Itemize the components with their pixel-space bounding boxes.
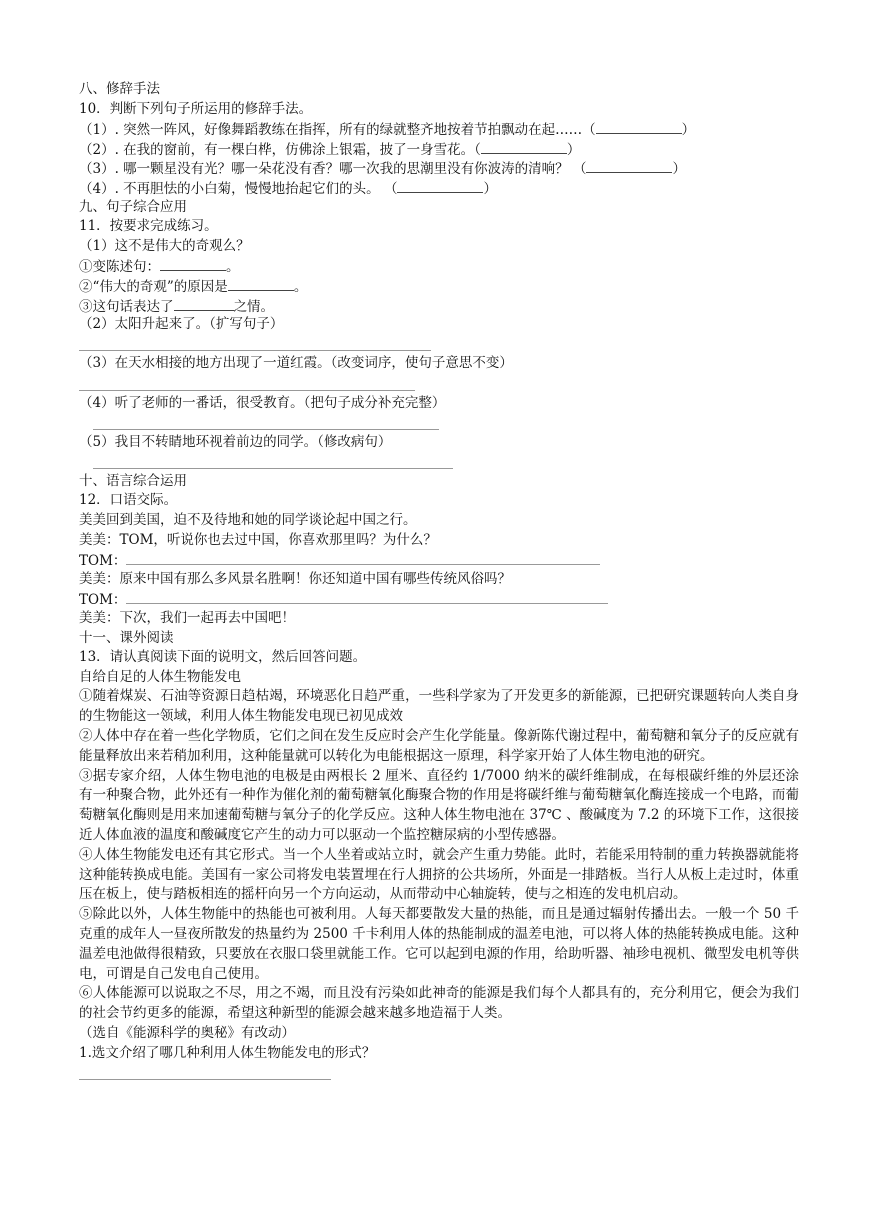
sub-question-2: （2）太阳升起来了。（扩写句子） — [79, 316, 284, 333]
dialogue-intro: 美美回到美国，迫不及待地和她的同学谈论起中国之行。 — [79, 512, 417, 529]
sub-question-1a: ①变陈述句： 。 — [79, 256, 799, 276]
sub-question-5: （5）我目不转睛地环视着前边的同学。（修改病句） — [79, 433, 392, 450]
article-source: （选自《能源科学的奥秘》有改动） — [79, 1024, 295, 1041]
worksheet-page — [79, 80, 799, 1083]
sub-question-4: （4）听了老师的一番话，很受教育。（把句子成分补充完整） — [79, 394, 446, 411]
question-10: 10．判断下列句子所运用的修辞手法。 — [79, 100, 313, 117]
answer-blank[interactable] — [174, 296, 234, 311]
article-paragraph-6: ⑥人体能源可以说取之不尽，用之不竭，而且没有污染如此神奇的能源是我们每个人都具有的，充分利用它，便会为我们的社会节约更多的能源，希望这种新型的能源会越来越多地造福于人类。 — [79, 985, 799, 1022]
answer-line[interactable] — [79, 335, 799, 355]
dialogue-tom-1: TOM： — [79, 550, 799, 570]
rhetoric-item-3: （3）. 哪一颗星没有光？哪一朵花没有香？哪一次我的思潮里没有你波涛的清响？ （ ） — [79, 158, 799, 178]
sub-question-1: （1）这不是伟大的奇观么？ — [79, 237, 250, 254]
dialogue-meimei-3: 美美：下次，我们一起再去中国吧！ — [79, 610, 295, 627]
section-heading-rhetoric: 八、修辞手法 — [79, 81, 160, 97]
sub-question-1b: ②“伟大的奇观”的原因是 。 — [79, 276, 799, 296]
dialogue-meimei-2: 美美：原来中国有那么多风景名胜啊！你还知道中国有哪些传统风俗吗？ — [79, 570, 511, 587]
rhetoric-item-2: （2）. 在我的窗前，有一棵白桦，仿佛涂上银霜，披了一身雪花。（ ） — [79, 139, 799, 159]
section-heading-language: 十、语言综合运用 — [79, 472, 187, 489]
rhetoric-item-4: （4）. 不再胆怯的小白菊，慢慢地抬起它们的头。 （ ） — [79, 178, 799, 198]
rhetoric-item-1: （1）. 突然一阵风，好像舞蹈教练在指挥，所有的绿就整齐地按着节拍飘动在起……（ ） — [79, 119, 799, 139]
answer-line[interactable] — [79, 374, 799, 394]
reading-question-1: 1.选文介绍了哪几种利用人体生物能发电的形式？ — [79, 1044, 376, 1061]
article-paragraph-4: ④人体生物能发电还有其它形式。当一个人坐着或站立时，就会产生重力势能。此时，若能采用特制的重力转换器就能将这种能转换成电能。美国有一家公司将发电装置埋在行人拥挤的公共场所，外面是一排踏板。当行人从板上走过时，体重压在板上，使与踏板相连的摇杆向另一个方向运动，从而带动中心轴旋转，使与之相连的发电机启动。 — [79, 846, 799, 903]
answer-blank[interactable] — [586, 158, 672, 173]
question-13: 13．请认真阅读下面的说明文，然后回答问题。 — [79, 649, 367, 666]
article-paragraph-2: ②人体中存在着一些化学物质，它们之间在发生反应时会产生化学能量。像新陈代谢过程中，葡萄糖和氧分子的反应就有能量释放出来若稍加利用，这种能量就可以转化为电能根据这一原理，科学家开始了人体生物电池的研究。 — [79, 728, 799, 764]
question-12: 12．口语交际。 — [79, 492, 178, 509]
answer-blank[interactable] — [481, 139, 567, 154]
section-heading-reading: 十一、课外阅读 — [79, 629, 174, 646]
answer-line[interactable] — [79, 413, 799, 433]
sub-question-1c: ③这句话表达了 之情。 — [79, 296, 799, 316]
article-paragraph-5: ⑤除此以外，人体生物能中的热能也可被利用。人每天都要散发大量的热能，而且是通过辐射传播出去。一般一个 50 千克重的成年人一昼夜所散发的热量约为 2500 千卡利用人体的热能制成的温差电池，可以将人体的热能转换成电能。这种温差电池做得很精致，只要放在衣服口袋里就能工作。它可以起到电源的作用，给助听器、袖珍电视机、微型发电机等供电，可谓是自己发电自己使用。 — [79, 906, 799, 982]
answer-blank[interactable] — [126, 550, 600, 565]
answer-blank[interactable] — [397, 178, 483, 193]
answer-blank[interactable] — [160, 256, 226, 271]
answer-blank[interactable] — [596, 119, 682, 134]
dialogue-tom-2: TOM： — [79, 589, 799, 609]
article-paragraph-1: ①随着煤炭、石油等资源日趋枯竭，环境恶化日趋严重，一些科学家为了开发更多的新能源，已把研究课题转向人类自身的生物能这一领域，利用人体生物能发电现已初见成效 — [79, 688, 799, 725]
article-title: 自给自足的人体生物能发电 — [79, 668, 241, 685]
answer-blank[interactable] — [126, 589, 608, 604]
answer-line[interactable] — [79, 1063, 799, 1083]
answer-line[interactable] — [79, 452, 799, 472]
answer-blank[interactable] — [228, 276, 294, 291]
article-paragraph-3: ③据专家介绍，人体生物电池的电极是由两根长 2 厘米、直径约 1/7000 纳米的碳纤维制成，在每根碳纤维的外层还涂有一种聚合物，此外还有一种作为催化剂的葡萄糖氧化酶聚合物的作用是将碳纤维与葡萄糖氧化酶连接成一个电路，而葡萄糖氧化酶则是用来加速葡萄糖与氧分子的化学反应。这种人体生物电池在 37℃ 、酸碱度为 7.2 的环境下工作，这很接近人体血液的温度和酸碱度它产生的动力可以驱动一个监控糖尿病的小型传感器。 — [79, 767, 799, 843]
question-11: 11．按要求完成练习。 — [79, 218, 218, 235]
dialogue-meimei-1: 美美：TOM，听说你也去过中国，你喜欢那里吗？为什么？ — [79, 531, 437, 548]
sub-question-3: （3）在天水相接的地方出现了一道红霞。（改变词序，使句子意思不变） — [79, 355, 513, 372]
section-heading-sentences: 九、句子综合应用 — [79, 198, 187, 215]
